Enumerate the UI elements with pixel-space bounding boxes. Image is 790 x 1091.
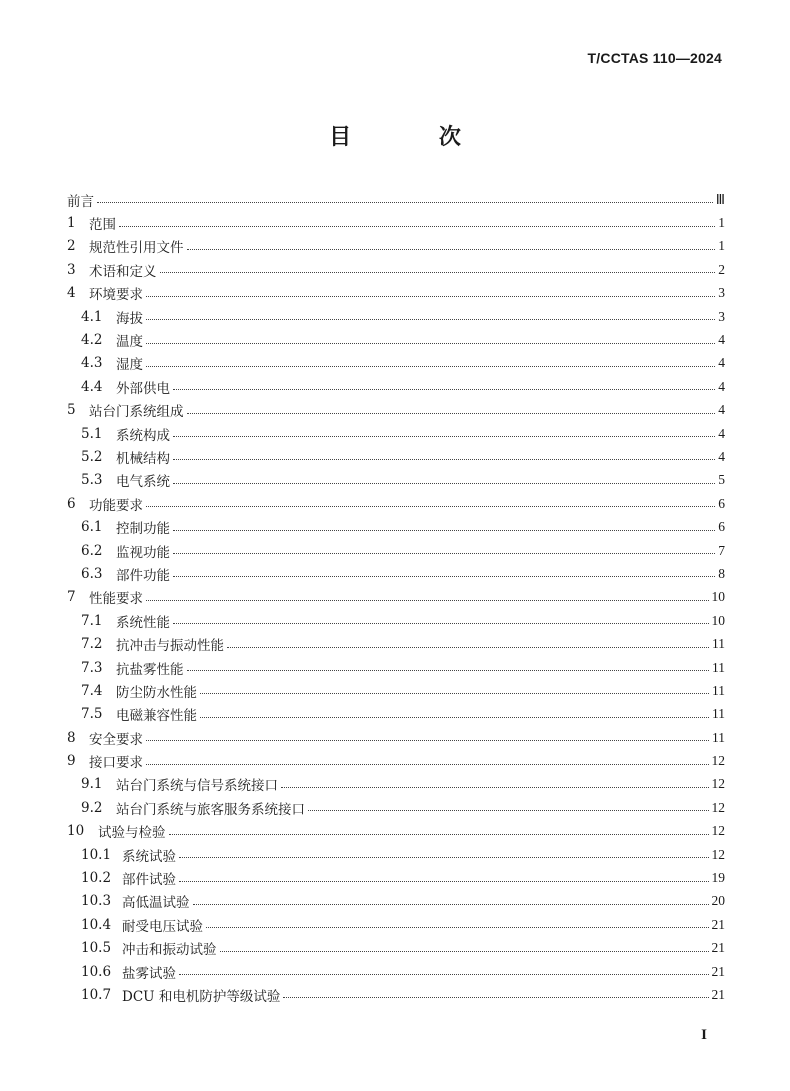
toc-dot-leader [179,974,709,975]
toc-entry-page: 4 [718,332,725,348]
toc-dot-leader [160,272,716,273]
toc-entry-number: 9 [67,753,76,770]
toc-entry-number: 6 [67,495,76,512]
toc-entry-number: 6.2 [81,542,103,559]
page-title: 目 次 [329,125,501,150]
toc-entry-page: 5 [718,472,725,488]
toc-entry-number: 6.1 [81,519,103,536]
toc-entry[interactable] [67,726,725,749]
toc-entry-title: 系统性能 [116,614,170,631]
toc-entry-page: 21 [711,940,725,956]
toc-entry-number: 9.2 [81,799,103,816]
toc-entry-number: 3 [67,261,76,278]
toc-entry-title: 术语和定义 [89,263,157,280]
toc-entry-number: 5.3 [81,472,103,489]
toc-dot-leader [146,296,715,297]
toc-dot-leader [173,483,715,484]
toc-dot-leader [200,693,709,694]
toc-dot-leader [146,764,709,765]
toc-entry-number: 7.4 [81,682,103,699]
toc-dot-leader [97,202,713,203]
toc-entry-title: 站台门系统组成 [89,404,184,421]
toc-entry-number: 5.1 [81,425,103,442]
toc-dot-leader [200,717,709,718]
toc-dot-leader [173,459,715,460]
toc-entry[interactable] [67,375,725,398]
toc-entry-page: 19 [711,870,725,886]
toc-entry[interactable] [67,820,725,843]
toc-dot-leader [119,226,715,227]
toc-entry[interactable] [67,796,725,819]
toc-dot-leader [146,366,715,367]
toc-entry[interactable] [67,679,725,702]
table-of-contents [67,188,725,1007]
toc-entry[interactable] [67,352,725,375]
toc-entry[interactable] [67,211,725,234]
toc-entry-title: 机械结构 [116,450,170,467]
toc-entry-page: 11 [712,636,725,652]
toc-dot-leader [283,997,708,998]
toc-entry-page: 1 [718,238,725,254]
toc-dot-leader [227,647,709,648]
toc-entry[interactable] [67,983,725,1006]
toc-entry[interactable] [67,843,725,866]
toc-entry-title: 监视功能 [116,544,170,561]
toc-entry-number: 7.1 [81,612,103,629]
toc-entry-page: 20 [711,893,725,909]
toc-entry-page: 6 [718,495,725,511]
toc-entry-page: 8 [718,565,725,581]
toc-entry-title: 高低温试验 [122,895,190,912]
toc-entry-number: 8 [67,729,76,746]
toc-entry-number: 5.2 [81,448,103,465]
toc-dot-leader [169,834,709,835]
toc-entry-title: 规范性引用文件 [89,240,184,257]
toc-entry-title: 前言 [67,193,94,210]
toc-dot-leader [173,576,715,577]
toc-dot-leader [187,670,710,671]
toc-entry-title: 抗盐雾性能 [116,661,184,678]
toc-entry[interactable] [67,235,725,258]
toc-entry[interactable] [67,422,725,445]
toc-entry[interactable] [67,749,725,772]
toc-entry-page: 12 [711,776,725,792]
toc-entry-page: 12 [711,823,725,839]
toc-entry-page: 4 [718,402,725,418]
toc-entry-title: 部件功能 [116,567,170,584]
toc-entry-number: 10.2 [81,870,112,887]
toc-dot-leader [308,810,709,811]
toc-dot-leader [206,927,709,928]
toc-entry-page: 12 [711,846,725,862]
toc-entry-page: 11 [712,659,725,675]
toc-entry-number: 10.1 [81,846,112,863]
toc-entry[interactable] [67,586,725,609]
toc-entry-page: 2 [718,261,725,277]
toc-entry-title: 系统试验 [122,848,176,865]
toc-entry-title: 部件试验 [122,872,176,889]
toc-entry-title: 范围 [89,217,116,234]
toc-entry-number: 7.2 [81,636,103,653]
toc-entry-page: 1 [718,215,725,231]
toc-entry-title: 功能要求 [89,497,143,514]
toc-entry-title: 温度 [116,334,143,351]
toc-entry[interactable] [67,282,725,305]
toc-entry-title: 防尘防水性能 [116,684,197,701]
toc-entry-number: 4.3 [81,355,103,372]
toc-entry-page: 11 [712,729,725,745]
toc-dot-leader [179,881,709,882]
toc-entry-title: 环境要求 [89,287,143,304]
toc-entry-page: 10 [711,612,725,628]
toc-entry-number: 10.4 [81,916,112,933]
toc-entry-page: 10 [711,589,725,605]
toc-dot-leader [179,857,709,858]
standard-code: T/CCTAS 110—2024 [587,50,722,66]
toc-entry-page: 6 [718,519,725,535]
toc-entry-title: 电气系统 [116,474,170,491]
toc-entry-title: 海拔 [116,310,143,327]
toc-entry-page: 7 [718,542,725,558]
toc-entry-number: 4.4 [81,378,103,395]
footer-page-number: I [701,1027,707,1043]
toc-entry[interactable] [67,890,725,913]
toc-entry-title: 站台门系统与信号系统接口 [116,778,278,795]
toc-entry[interactable] [67,632,725,655]
toc-dot-leader [146,600,709,601]
toc-entry-number: 7 [67,589,76,606]
toc-entry-title: DCU 和电机防护等级试验 [122,988,281,1005]
toc-entry[interactable] [67,773,725,796]
toc-entry-number: 10.7 [81,986,112,1003]
toc-dot-leader [173,530,715,531]
toc-dot-leader [173,389,715,390]
toc-entry-number: 4 [67,285,76,302]
toc-entry-title: 抗冲击与振动性能 [116,638,224,655]
toc-entry[interactable] [67,913,725,936]
toc-entry-title: 安全要求 [89,731,143,748]
toc-entry-number: 10.3 [81,893,112,910]
toc-dot-leader [146,319,715,320]
toc-entry-title: 控制功能 [116,521,170,538]
toc-entry-title: 系统构成 [116,427,170,444]
toc-entry-title: 站台门系统与旅客服务系统接口 [116,801,305,818]
toc-dot-leader [173,623,709,624]
toc-entry-page: 21 [711,986,725,1002]
toc-entry[interactable] [67,866,725,889]
toc-dot-leader [146,343,715,344]
toc-entry-page: 4 [718,425,725,441]
toc-entry-number: 6.3 [81,565,103,582]
toc-entry[interactable] [67,960,725,983]
toc-entry-page: 12 [711,799,725,815]
toc-entry-number: 5 [67,402,76,419]
toc-entry-page: 4 [718,355,725,371]
toc-entry-title: 试验与检验 [98,825,166,842]
toc-entry-page: Ⅲ [715,191,725,207]
toc-entry-number: 10 [67,823,85,840]
toc-entry-page: 11 [712,706,725,722]
toc-entry[interactable] [67,492,725,515]
toc-entry-page: 3 [718,308,725,324]
toc-entry[interactable] [67,328,725,351]
toc-entry[interactable] [67,469,725,492]
toc-entry[interactable] [67,515,725,538]
toc-dot-leader [187,413,716,414]
toc-entry-page: 21 [711,963,725,979]
toc-entry-page: 21 [711,916,725,932]
toc-entry-number: 1 [67,215,76,232]
toc-entry-number: 2 [67,238,76,255]
toc-dot-leader [173,553,715,554]
toc-dot-leader [187,249,716,250]
toc-dot-leader [281,787,709,788]
toc-dot-leader [173,436,715,437]
toc-entry-title: 盐雾试验 [122,965,176,982]
toc-entry[interactable] [67,445,725,468]
toc-entry-number: 9.1 [81,776,103,793]
toc-dot-leader [146,740,709,741]
toc-entry[interactable] [67,258,725,281]
toc-entry-title: 湿度 [116,357,143,374]
toc-entry-number: 10.6 [81,963,112,980]
toc-entry[interactable] [67,188,725,211]
toc-entry-title: 耐受电压试验 [122,918,203,935]
toc-entry-title: 电磁兼容性能 [116,708,197,725]
toc-entry-number: 4.2 [81,332,103,349]
toc-entry[interactable] [67,937,725,960]
toc-dot-leader [220,951,709,952]
toc-entry-page: 4 [718,448,725,464]
toc-entry[interactable] [67,539,725,562]
toc-entry[interactable] [67,399,725,422]
toc-dot-leader [193,904,709,905]
toc-entry-page: 12 [711,753,725,769]
toc-entry-page: 11 [712,682,725,698]
toc-entry-title: 外部供电 [116,380,170,397]
toc-entry-title: 接口要求 [89,755,143,772]
toc-entry-page: 3 [718,285,725,301]
toc-entry[interactable] [67,305,725,328]
toc-entry[interactable] [67,562,725,585]
toc-entry[interactable] [67,609,725,632]
toc-entry-title: 冲击和振动试验 [122,942,217,959]
toc-entry-number: 7.3 [81,659,103,676]
toc-entry-number: 10.5 [81,940,112,957]
toc-entry-title: 性能要求 [89,591,143,608]
toc-entry[interactable] [67,656,725,679]
toc-entry-number: 7.5 [81,706,103,723]
toc-dot-leader [146,506,715,507]
toc-entry-page: 4 [718,378,725,394]
toc-entry[interactable] [67,703,725,726]
toc-entry-number: 4.1 [81,308,103,325]
